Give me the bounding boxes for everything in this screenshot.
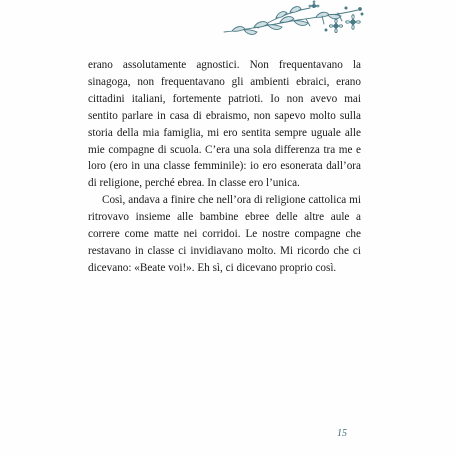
paragraph-1: erano assolutamente agnostici. Non frequentavano la sinagoga, non frequentavano gli ambienti ebraici, erano cittadini italiani, fortemente patrioti. Io non avevo mai sentito parlare in casa di ebraismo, non sapevo molto sulla storia della mia famiglia, mi ero sentita sempre uguale alle mie compagne di scuola. C’era una sola differenza tra me e loro (ero in una classe femminile): io ero esonerata dall’ora di religione, perché ebrea. In classe ero l’unica. <box>88 59 361 190</box>
page-number: 15 <box>337 428 347 439</box>
floral-branch-icon <box>218 0 368 44</box>
body-text <box>88 57 361 277</box>
paragraph-2: Così, andava a finire che nell’ora di religione cattolica mi ritrovavo insieme alle bambine ebree delle altre aule a correre come matte nei corridoi. Le nostre compagne che restavano in classe ci invidiavano molto. Mi ricordo che ci dicevano: «Beate voi!». Eh sì, ci dicevano proprio così. <box>88 194 361 274</box>
